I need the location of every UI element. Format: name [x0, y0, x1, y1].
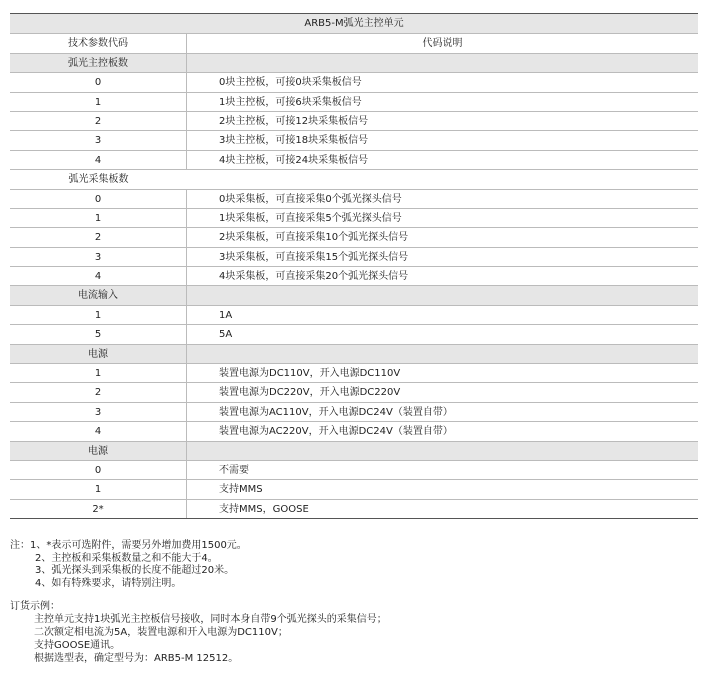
example-line: 根据选型表，确定型号为：ARB5-M 12512。 — [34, 653, 239, 664]
code-cell: 0 — [10, 461, 187, 479]
desc-cell: 2块主控板，可接12块采集板信号 — [219, 115, 369, 127]
desc-cell: 装置电源为AC220V，开入电源DC24V（装置自带） — [219, 426, 453, 438]
table-row — [10, 363, 698, 382]
code-cell: 5 — [10, 325, 187, 343]
section-row — [10, 285, 698, 304]
table-row — [10, 227, 698, 246]
note-line: 3、弧光探头到采集板的长度不能超过20米。 — [35, 565, 235, 576]
table-row — [10, 305, 698, 324]
table-row — [10, 189, 698, 208]
desc-cell: 1块采集板，可直接采集5个弧光探头信号 — [219, 212, 402, 224]
code-cell: 2 — [10, 112, 187, 130]
header-code: 技术参数代码 — [10, 34, 187, 52]
table-row — [10, 266, 698, 285]
example-line: 二次额定相电流为5A，装置电源和开入电源为DC110V； — [34, 627, 288, 638]
example-line: 支持GOOSE通讯。 — [34, 640, 121, 651]
section-name: 电源 — [10, 345, 187, 363]
table-row — [10, 324, 698, 343]
desc-cell: 1块主控板，可接6块采集板信号 — [219, 96, 362, 108]
code-cell: 2* — [10, 500, 187, 518]
desc-cell: 装置电源为DC110V，开入电源DC110V — [219, 368, 401, 380]
code-cell: 3 — [10, 403, 187, 421]
code-cell: 1 — [10, 93, 187, 111]
example-line: 主控单元支持1块弧光主控板信号接收，同时本身自带9个弧光探头的采集信号； — [34, 614, 387, 625]
desc-cell: 支持MMS，GOOSE — [219, 503, 309, 515]
section-row — [10, 169, 698, 188]
code-cell: 0 — [10, 190, 187, 208]
desc-cell: 装置电源为AC110V，开入电源DC24V（装置自带） — [219, 406, 453, 418]
section-name: 弧光采集板数 — [68, 174, 129, 186]
section-name: 弧光主控板数 — [10, 54, 187, 72]
code-cell: 3 — [10, 131, 187, 149]
table-row — [10, 460, 698, 479]
table-row — [10, 402, 698, 421]
section-row — [10, 344, 698, 363]
table-title: ARB5-M弧光主控单元 — [304, 18, 404, 29]
code-cell: 1 — [10, 480, 187, 498]
desc-cell: 0块主控板，可接0块采集板信号 — [219, 77, 362, 89]
desc-cell: 3块采集板，可直接采集15个弧光探头信号 — [219, 251, 409, 263]
section-row — [10, 53, 698, 72]
note-line: 注：1、*表示可选附件，需要另外增加费用1500元。 — [10, 540, 247, 551]
table-row — [10, 479, 698, 498]
table-header-row — [10, 33, 698, 52]
table-row — [10, 130, 698, 149]
code-cell: 1 — [10, 209, 187, 227]
header-desc: 代码说明 — [422, 38, 463, 50]
section-row — [10, 441, 698, 460]
code-cell: 4 — [10, 267, 187, 285]
table-row — [10, 247, 698, 266]
selection-table — [10, 13, 698, 519]
desc-cell: 支持MMS — [219, 484, 263, 496]
note-line: 4、如有特殊要求，请特别注明。 — [35, 577, 182, 589]
code-cell: 3 — [10, 248, 187, 266]
code-cell: 1 — [10, 364, 187, 382]
table-row — [10, 382, 698, 401]
code-cell: 4 — [10, 151, 187, 169]
code-cell: 1 — [10, 306, 187, 324]
table-row — [10, 499, 698, 518]
order-example — [10, 600, 700, 665]
section-name: 电源 — [10, 442, 187, 460]
desc-cell: 4块采集板，可直接采集20个弧光探头信号 — [219, 271, 409, 283]
code-cell: 0 — [10, 73, 187, 91]
section-name: 电流输入 — [10, 286, 187, 304]
desc-cell: 0块采集板，可直接采集0个弧光探头信号 — [219, 193, 402, 205]
table-row — [10, 92, 698, 111]
code-cell: 2 — [10, 228, 187, 246]
table-row — [10, 421, 698, 440]
code-cell: 4 — [10, 422, 187, 440]
desc-cell: 4块主控板，可接24块采集板信号 — [219, 154, 369, 166]
notes-block — [10, 540, 700, 590]
table-row — [10, 208, 698, 227]
desc-cell: 不需要 — [219, 464, 249, 476]
code-cell: 2 — [10, 383, 187, 401]
example-heading: 订货示例： — [10, 601, 60, 612]
table-row — [10, 111, 698, 130]
desc-cell: 2块采集板，可直接采集10个弧光探头信号 — [219, 232, 409, 244]
desc-cell: 3块主控板，可接18块采集板信号 — [219, 135, 369, 147]
table-row — [10, 150, 698, 169]
desc-cell: 1A — [219, 309, 233, 321]
table-row — [10, 72, 698, 91]
note-line: 2、主控板和采集板数量之和不能大于4。 — [35, 552, 218, 564]
desc-cell: 装置电源为DC220V，开入电源DC220V — [219, 387, 401, 399]
desc-cell: 5A — [219, 329, 233, 341]
table-title-row — [10, 14, 698, 33]
